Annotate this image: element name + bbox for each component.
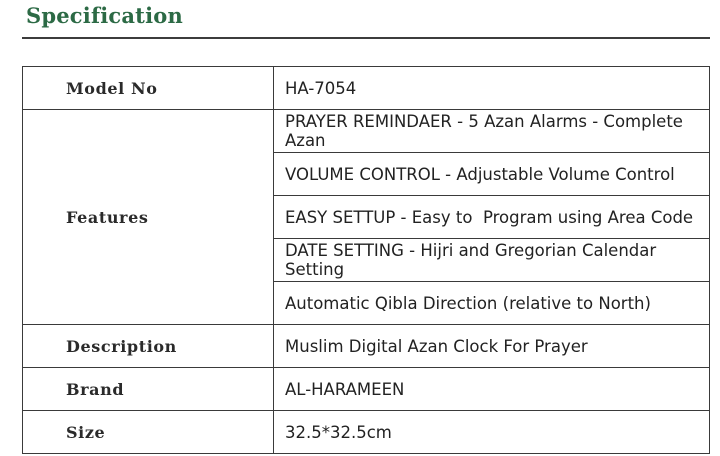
feature-item: EASY SETTUP - Easy to Program using Area Code xyxy=(274,196,710,239)
description-label: Description xyxy=(23,325,274,368)
table-row-size xyxy=(23,411,710,454)
page-title: Specification xyxy=(26,3,183,28)
feature-item: Automatic Qibla Direction (relative to North) xyxy=(274,282,710,325)
feature-item: VOLUME CONTROL - Adjustable Volume Control xyxy=(274,153,710,196)
brand-value: AL-HARAMEEN xyxy=(274,368,710,411)
brand-label: Brand xyxy=(23,368,274,411)
features-label: Features xyxy=(23,110,274,325)
model-no-label: Model No xyxy=(23,67,274,110)
table-row-features xyxy=(23,110,710,153)
size-label: Size xyxy=(23,411,274,454)
description-value: Muslim Digital Azan Clock For Prayer xyxy=(274,325,710,368)
specification-table xyxy=(22,66,710,454)
table-row-model xyxy=(23,67,710,110)
table-row-description xyxy=(23,325,710,368)
title-divider xyxy=(22,37,710,39)
feature-item: PRAYER REMINDAER - 5 Azan Alarms - Complete Azan xyxy=(274,110,710,153)
size-value: 32.5*32.5cm xyxy=(274,411,710,454)
table-row-brand xyxy=(23,368,710,411)
feature-item: DATE SETTING - Hijri and Gregorian Calendar Setting xyxy=(274,239,710,282)
model-no-value: HA-7054 xyxy=(274,67,710,110)
